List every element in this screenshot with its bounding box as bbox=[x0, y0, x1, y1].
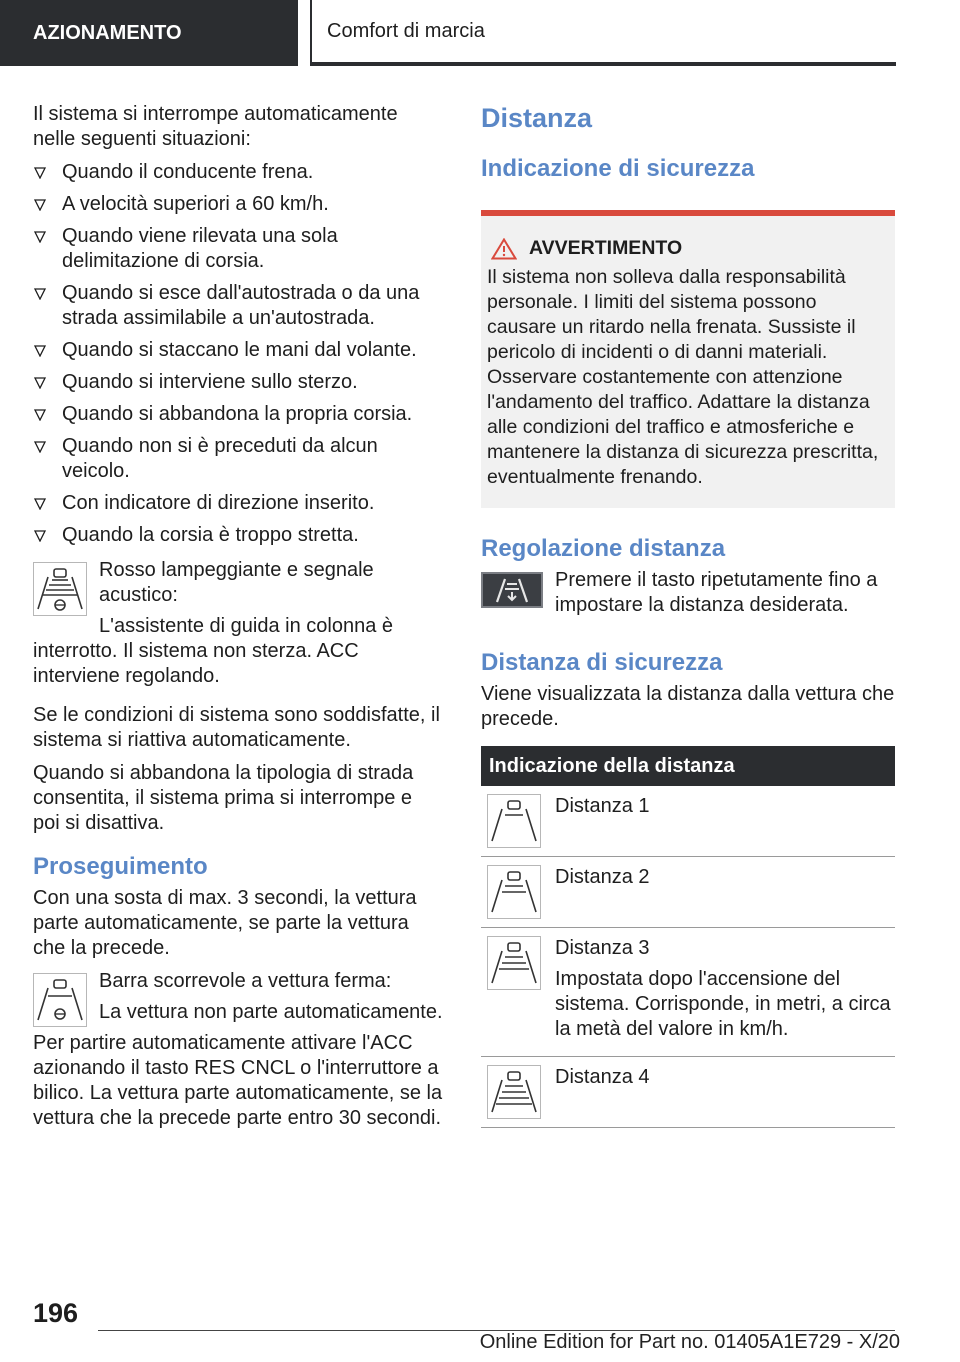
table-row bbox=[481, 857, 895, 928]
bar-indicator-line2: Per partire automaticamente attivare l'ACC azionando il tasto RES CNCL o l'interruttore a bilico. La vettura parte automaticamente, se la vettura che la precede parte entro 30 secondi. bbox=[33, 1032, 443, 1129]
left-column bbox=[33, 102, 443, 1145]
triangle-bullet-icon bbox=[34, 377, 46, 389]
list-item: A velocità superiori a 60 km/h. bbox=[33, 192, 443, 217]
bar-indicator-block bbox=[33, 969, 443, 1137]
triangle-bullet-icon bbox=[34, 231, 46, 243]
road-type-text: Quando si abbandona la tipologia di strada consentita, il sistema prima si interrompe e poi si disattiva. bbox=[33, 762, 414, 834]
adjust-block bbox=[481, 568, 895, 626]
page-number: 196 bbox=[33, 1298, 79, 1328]
triangle-bullet-icon bbox=[34, 409, 46, 421]
section-title: AZIONAMENTO bbox=[33, 21, 182, 44]
warning-body: Il sistema non solleva dalla responsabilità personale. I limiti del sistema possono causare un ritardo nella frenata. Sussiste il pericolo di incidenti o di danni materiali. Osservare costantemente con attenzione l'andamento del traffico. Adattare la distanza alle condizioni del traffico e atmosferiche e mantenere la distanza di sicurezza prescritta, eventualmente frenando. bbox=[487, 266, 879, 488]
table-row bbox=[481, 786, 895, 857]
safe-distance-text: Viene visualizzata la distanza dalla vettura che precede. bbox=[481, 683, 895, 730]
right-column bbox=[481, 102, 895, 1128]
warning-triangle-icon bbox=[491, 238, 517, 260]
interrupt-conditions-list bbox=[33, 160, 443, 548]
bar-indicator-line1: La vettura non parte automaticamente. bbox=[99, 1001, 443, 1023]
red-indicator-block bbox=[33, 558, 443, 695]
triangle-bullet-icon bbox=[34, 167, 46, 179]
triangle-bullet-icon bbox=[34, 288, 46, 300]
distance-note: Impostata dopo l'accensione del sistema. Corrisponde, in metri, a circa la metà del valore in km/h. bbox=[555, 968, 891, 1040]
edition-text: Online Edition for Part no. 01405A1E729 - X/20 bbox=[479, 1331, 900, 1353]
distance-2-icon bbox=[487, 865, 541, 919]
warning-box bbox=[481, 210, 895, 508]
distance-button-icon bbox=[481, 572, 543, 608]
list-item: Quando si abbandona la propria corsia. bbox=[33, 402, 443, 427]
table-row bbox=[481, 1057, 895, 1128]
distance-label: Distanza 4 bbox=[555, 1066, 650, 1088]
triangle-bullet-icon bbox=[34, 530, 46, 542]
red-indicator-body: L'assistente di guida in colonna è interrotto. Il sistema non sterza. ACC interviene regolando. bbox=[33, 615, 394, 687]
safe-distance-heading: Distanza di sicurezza bbox=[481, 649, 723, 676]
list-item: Quando si staccano le mani dal volante. bbox=[33, 338, 443, 363]
list-item: Quando si esce dall'autostrada o da una strada assimilabile a un'autostrada. bbox=[33, 281, 443, 331]
chapter-tab bbox=[310, 0, 896, 66]
adjust-heading: Regolazione distanza bbox=[481, 535, 726, 562]
red-indicator-title: Rosso lampeggiante e segnale acustico: bbox=[99, 559, 374, 606]
distance-heading: Distanza bbox=[481, 103, 593, 133]
distance-4-icon bbox=[487, 1065, 541, 1119]
list-item: Con indicatore di direzione inserito. bbox=[33, 491, 443, 516]
triangle-bullet-icon bbox=[34, 498, 46, 510]
distance-label: Distanza 2 bbox=[555, 866, 650, 888]
list-item: Quando il conducente frena. bbox=[33, 160, 443, 185]
safety-heading: Indicazione di sicurezza bbox=[481, 155, 755, 182]
warning-title: AVVERTIMENTO bbox=[529, 237, 683, 259]
list-item: Quando non si è preceduti da alcun veicolo. bbox=[33, 434, 443, 484]
list-item: Quando la corsia è troppo stretta. bbox=[33, 523, 443, 548]
reactivate-text: Se le condizioni di sistema sono soddisfatte, il sistema si riattiva automaticamente. bbox=[33, 704, 440, 751]
adjust-text: Premere il tasto ripetutamente fino a impostare la distanza desiderata. bbox=[555, 569, 878, 616]
stopped-vehicle-bar-icon bbox=[33, 973, 87, 1027]
bar-indicator-title: Barra scorrevole a vettura ferma: bbox=[99, 970, 392, 992]
triangle-bullet-icon bbox=[34, 441, 46, 453]
section-tab bbox=[0, 0, 298, 66]
triangle-bullet-icon bbox=[34, 345, 46, 357]
page-header bbox=[0, 0, 960, 66]
list-item: Quando viene rilevata una sola delimitazione di corsia. bbox=[33, 224, 443, 274]
distance-table-header: Indicazione della distanza bbox=[481, 746, 895, 786]
distance-1-icon bbox=[487, 794, 541, 848]
distance-label: Distanza 1 bbox=[555, 795, 650, 817]
table-row bbox=[481, 928, 895, 1057]
continue-heading: Proseguimento bbox=[33, 853, 208, 880]
intro-text: Il sistema si interrompe automaticamente nelle seguenti situazioni: bbox=[33, 103, 398, 150]
distance-3-icon bbox=[487, 936, 541, 990]
list-item: Quando si interviene sullo sterzo. bbox=[33, 370, 443, 395]
chapter-title: Comfort di marcia bbox=[327, 19, 485, 42]
steering-assistant-red-icon bbox=[33, 562, 87, 616]
continue-text: Con una sosta di max. 3 secondi, la vettura parte automaticamente, se parte la vettura che la precede. bbox=[33, 887, 417, 959]
triangle-bullet-icon bbox=[34, 199, 46, 211]
distance-label: Distanza 3 bbox=[555, 937, 650, 959]
